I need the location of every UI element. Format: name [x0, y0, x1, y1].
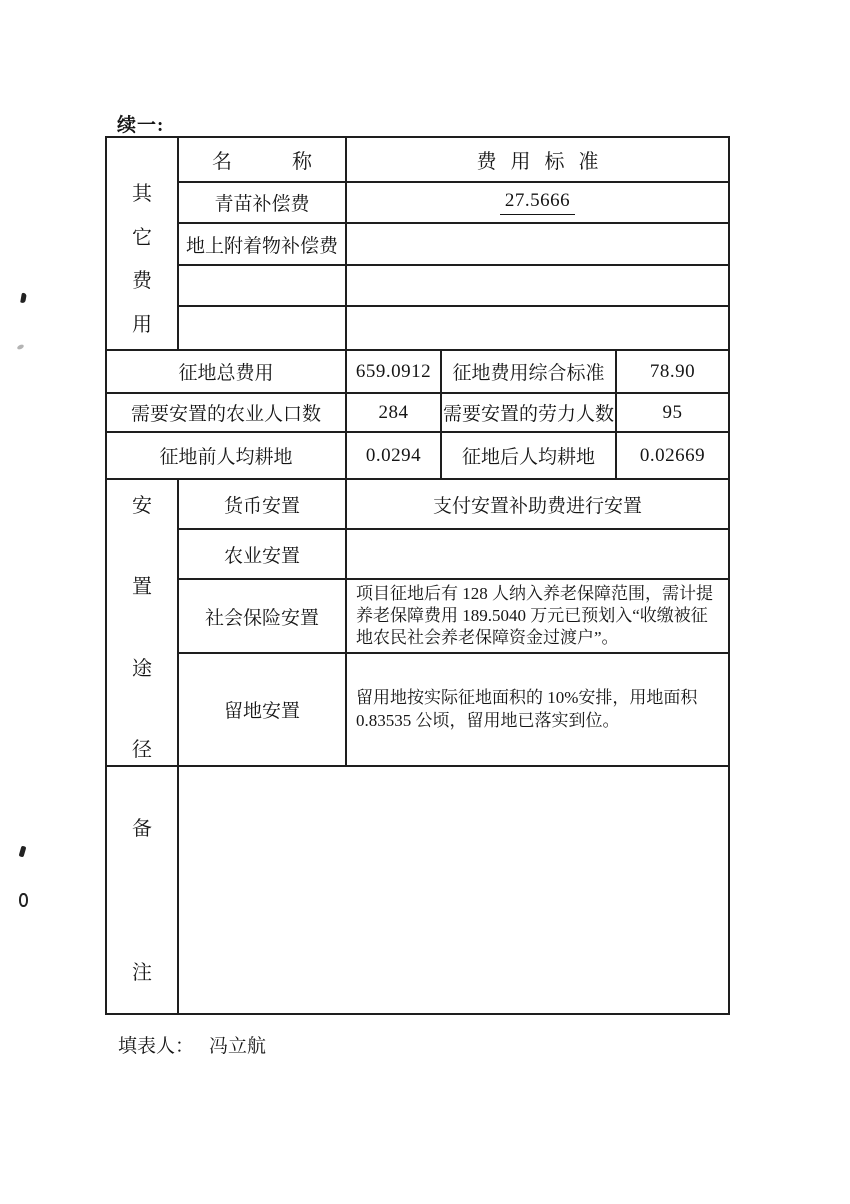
remarks-section — [107, 765, 728, 1013]
vertical-label-char: 注 — [132, 962, 152, 984]
vertical-label-char: 它 — [132, 226, 152, 249]
summary-value: 0.0294 — [347, 433, 442, 478]
fee-name-header-cell: 名 称 — [179, 138, 347, 183]
fee-row-name — [179, 266, 347, 307]
scan-speck — [20, 293, 27, 304]
vertical-label-char: 置 — [132, 576, 152, 599]
fee-row-value — [347, 307, 728, 349]
resettlement-desc-cell — [347, 530, 728, 580]
scan-speck — [19, 846, 27, 858]
remarks-content — [179, 767, 728, 1013]
vertical-label-char: 备 — [132, 818, 152, 840]
resettlement-desc-cell: 留用地按实际征地面积的 10%安排，用地面积 0.83535 公顷，留用地已落实到位。 — [356, 688, 698, 730]
vertical-label-char: 径 — [132, 738, 152, 761]
resettlement-desc-cell: 支付安置补助费进行安置 — [347, 480, 728, 530]
resettlement-type-cell: 社会保险安置 — [179, 580, 347, 654]
summary-value: 659.0912 — [347, 351, 442, 394]
other-fees-vertical-label — [107, 138, 179, 349]
resettlement-type-cell: 留地安置 — [179, 654, 347, 765]
resettlement-desc-cell: 项目征地后有 128 人纳入养老保障范围，需计提养老保障费用 189.5040 万元已预划入“收缴被征地农民社会养老保障资金过渡户”。 — [347, 580, 728, 654]
resettlement-type-cell: 货币安置 — [179, 480, 347, 530]
summary-label: 需要安置的农业人口数 — [107, 394, 347, 433]
form-filler-name: 冯立航 — [209, 1036, 267, 1057]
continuation-label: 续一: — [117, 115, 165, 136]
land-acquisition-table — [105, 136, 730, 1015]
resettlement-section — [107, 478, 728, 765]
summary-value: 95 — [617, 394, 728, 433]
fee-row-value — [347, 224, 728, 266]
vertical-label-char: 安 — [132, 495, 152, 517]
fee-row-name — [179, 307, 347, 349]
summary-label: 需要安置的劳力人数 — [442, 394, 617, 433]
summary-value: 284 — [347, 394, 442, 433]
summary-label: 征地前人均耕地 — [107, 433, 347, 478]
form-filler-line — [118, 1031, 266, 1058]
resettlement-type-cell: 农业安置 — [179, 530, 347, 580]
form-filler-label: 填表人： — [118, 1036, 195, 1057]
scan-speck — [19, 893, 28, 907]
vertical-label-char: 途 — [132, 657, 152, 680]
scan-speck — [16, 344, 24, 351]
summary-value: 78.90 — [617, 351, 728, 394]
fee-row-value — [347, 183, 728, 224]
summary-label: 征地总费用 — [107, 351, 347, 394]
fee-row-name: 地上附着物补偿费 — [179, 224, 347, 266]
fee-row-value — [347, 266, 728, 307]
vertical-label-char: 费 — [132, 270, 152, 293]
remarks-vertical-label — [107, 767, 179, 1013]
resettlement-vertical-label — [107, 480, 179, 765]
summary-section — [107, 349, 728, 478]
vertical-label-char: 其 — [132, 183, 152, 205]
summary-value: 0.02669 — [639, 444, 706, 466]
summary-label: 征地后人均耕地 — [442, 433, 617, 478]
summary-label: 征地费用综合标准 — [442, 351, 617, 394]
fee-row-name: 青苗补偿费 — [179, 183, 347, 224]
other-fees-section — [107, 138, 728, 349]
vertical-label-char: 用 — [132, 313, 152, 336]
underlined-value: 27.5666 — [500, 190, 575, 215]
fee-standard-header-cell: 费 用 标 准 — [347, 138, 728, 183]
